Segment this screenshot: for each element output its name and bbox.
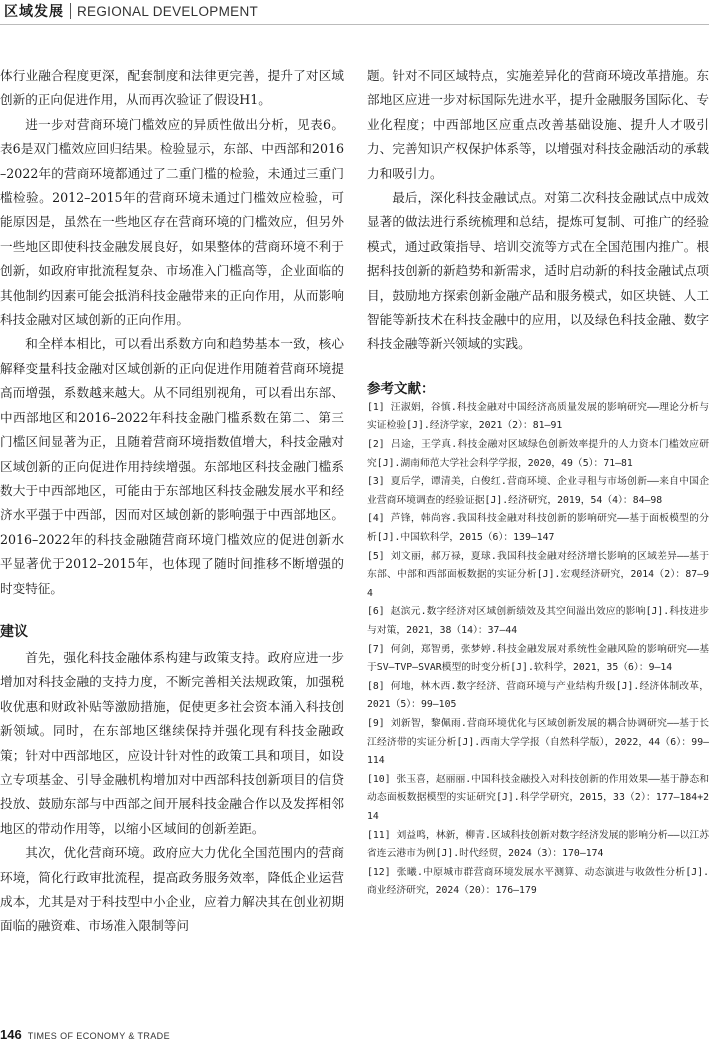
section-heading-suggestions: 建议	[0, 623, 28, 640]
body-paragraph: 体行业融合程度更深，配套制度和法律更完善，提升了对区域创新的正向促进作用，从而再次验证了假设H1。	[0, 68, 344, 108]
reference-item: [7] 何剑，郑智勇，张梦婷.科技金融发展对系统性金融风险的影响研究——基于SV–TVP–SVAR模型的时变分析[J].软科学，2021，35（6）：9–14	[367, 643, 709, 674]
header-divider	[70, 3, 71, 19]
reference-item: [11] 刘益鸣，林新，柳青.区域科技创新对数字经济发展的影响分析——以江苏省连云港市为例[J].时代经贸，2024（3）：170–174	[367, 829, 709, 860]
reference-item: [4] 芦锋，韩尚容.我国科技金融对科技创新的影响研究——基于面板模型的分析[J].中国软科学，2015（6）：139–147	[367, 513, 709, 544]
section-title-zh: 区域发展	[4, 4, 64, 20]
body-paragraph: 进一步对营商环境门槛效应的异质性做出分析，见表6。表6是双门槛效应回归结果。检验显示，东部、中西部和2016–2022年的营商环境都通过了二重门槛的检验，未通过三重门槛检验。2012–2015年的营商环境未通过门槛效应检验，可能原因是，虽然在一些地区存在营商环境的门槛效应，但另外一些地区即使科技金融发展良好，如果整体的营商环境不利于创新，如政府审批流程复杂、市场准入门槛高等，企业面临的其他制约因素可能会抵消科技金融带来的正向作用，从而影响科技金融对区域创新的正向作用。	[0, 116, 344, 328]
reference-item: [8] 何地，林木西.数字经济、营商环境与产业结构升级[J].经济体制改革，2021（5）：99–105	[367, 680, 709, 711]
body-paragraph: 其次，优化营商环境。政府应大力优化全国范围内的营商环境，简化行政审批流程，提高政务服务效率，降低企业运营成本，尤其是对于科技型中小企业，应着力解决其在创业初期面临的融资难、市场准入限制等问	[0, 845, 344, 934]
references-heading: 参考文献：	[367, 380, 435, 397]
body-paragraph: 和全样本相比，可以看出系数方向和趋势基本一致，核心解释变量科技金融对区域创新的正向促进作用随着营商环境提高而增强，系数越来越大。从不同组别视角，可以看出东部、中西部地区和2016–2022年科技金融门槛系数在第二、第三门槛区间显著为正，且随着营商环境指数值增大，科技金融对区域创新的正向促进作用持续增强。东部地区科技金融门槛系数大于中西部地区，可能由于东部地区科技金融发展水平和经济水平强于中西部，因而对区域创新的影响强于中西部地区。2016–2022年的科技金融随营商环境门槛效应的促进创新水平显著优于2012–2015年，也体现了随时间推移不断增强的时变特征。	[0, 336, 344, 596]
reference-item: [2] 吕途，王学真.科技金融对区域绿色创新效率提升的人力资本门槛效应研究[J].湖南师范大学社会科学学报，2020，49（5）：71–81	[367, 439, 709, 469]
reference-item: [3] 夏后学，谭清美，白俊红.营商环境、企业寻租与市场创新——来自中国企业营商环境调查的经验证据[J].经济研究，2019，54（4）：84–98	[367, 476, 709, 506]
reference-item: [12] 张曦.中原城市群营商环境发展水平测算、动态演进与收敛性分析[J].商业经济研究，2024（20）：176–179	[367, 866, 709, 897]
left-column	[0, 64, 344, 939]
reference-item: [9] 刘新智，黎佩雨.营商环境优化与区域创新发展的耦合协调研究——基于长江经济带的实证分析[J].西南大学学报（自然科学版），2022，44（6）：99–114	[367, 717, 709, 767]
reference-item: [10] 张玉喜，赵丽丽.中国科技金融投入对科技创新的作用效果——基于静态和动态面板数据模型的实证研究[J].科学学研究，2015，33（2）：177–184+214	[367, 773, 709, 822]
page-number: 146	[0, 1027, 22, 1042]
reference-item: [5] 刘文丽，郝万禄，夏球.我国科技金融对经济增长影响的区域差异——基于东部、中部和西部面板数据的实证分析[J].宏观经济研究，2014（2）：87–94	[367, 550, 709, 599]
section-title-en: REGIONAL DEVELOPMENT	[77, 3, 259, 19]
body-paragraph: 首先，强化科技金融体系构建与政策支持。政府应进一步增加对科技金融的支持力度，不断完善相关法规政策，加强税收优惠和财政补贴等激励措施，促使更多社会资本涌入科技创新领域。同时，在东部地区继续保持并强化现有科技金融政策；针对中西部地区，应设计针对性的政策工具和项目，如设立专项基金、引导金融机构增加对中西部科技创新项目的信贷投放、鼓励东部与中西部之间开展科技金融合作以及发挥相邻地区的带动作用等，以缩小区域间的创新差距。	[0, 649, 344, 836]
body-paragraph: 最后，深化科技金融试点。对第二次科技金融试点中成效显著的做法进行系统梳理和总结，提炼可复制、可推广的经验模式，通过政策指导、培训交流等方式在全国范围内推广。根据科技创新的新趋势和新需求，适时启动新的科技金融试点项目，鼓励地方探索创新金融产品和服务模式，如区块链、人工智能等新技术在科技金融中的应用，以及绿色科技金融、数字科技金融等新兴领域的实践。	[367, 190, 709, 352]
reference-item: [1] 汪淑娟，谷慎.科技金融对中国经济高质量发展的影响研究——理论分析与实证检验[J].经济学家，2021（2）：81–91	[367, 401, 709, 432]
header-rule	[0, 24, 709, 25]
reference-item: [6] 赵滨元.数字经济对区域创新绩效及其空间溢出效应的影响[J].科技进步与对策，2021，38（14）：37–44	[367, 606, 709, 636]
body-paragraph: 题。针对不同区域特点，实施差异化的营商环境改革措施。东部地区应进一步对标国际先进水平，提升金融服务国际化、专业化程度；中西部地区应重点改善基础设施、提升人才吸引力、完善知识产权保护体系等，以增强对科技金融活动的承载力和吸引力。	[367, 68, 709, 181]
journal-name: TIMES OF ECONOMY & TRADE	[27, 1031, 170, 1041]
page-footer	[0, 1027, 170, 1042]
right-column	[367, 64, 709, 901]
running-header	[0, 0, 709, 22]
